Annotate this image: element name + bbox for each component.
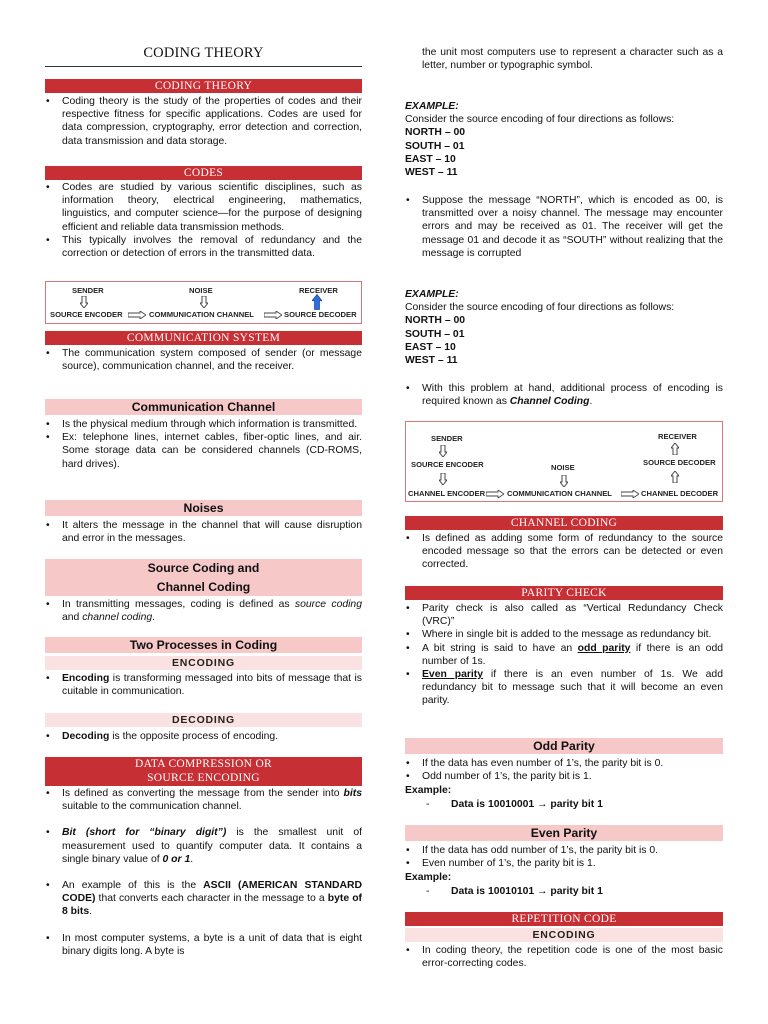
section-header-communication-channel: Communication Channel xyxy=(45,399,362,415)
suppose-list xyxy=(405,194,723,260)
list-item: • It alters the message in the channel that will cause disruption and error in the messages. xyxy=(45,519,362,545)
section-header-noises: Noises xyxy=(45,500,362,516)
list-item: • Ex: telephone lines, internet cables, fiber-optic lines, and air. Some storage data can be considered channels (CD-ROMS, hard drives). xyxy=(45,431,362,471)
diagram-label-source-encoder: SOURCE ENCODER xyxy=(50,310,123,319)
document-title: CODING THEORY xyxy=(143,45,264,61)
term-odd-parity: odd parity xyxy=(577,642,631,654)
list-item: • Even number of 1’s, the parity bit is 1. xyxy=(405,857,723,870)
list-item: • Suppose the message “NORTH”, which is encoded as 00, is transmitted over a noisy channel. The message may encounter errors and may be received as 01. The receiver will get the message 01 and decode it as “SOUTH” without realizing that the message is corrupted xyxy=(405,194,723,260)
coding-theory-list xyxy=(45,95,362,148)
right-arrow-icon xyxy=(128,311,146,319)
list-item: • Is defined as adding some form of redundancy to the source encoded message so that the errors can be detected or even corrected. xyxy=(405,532,723,572)
code-line: SOUTH – 01 xyxy=(405,140,465,152)
code-line: WEST – 11 xyxy=(405,355,458,367)
noises-list xyxy=(45,519,362,545)
list-item: • Even parity if there is an even number of 1s. We add redundancy bit to message such that it will become an even parity. xyxy=(405,668,723,708)
diagram-label-receiver: RECEIVER xyxy=(658,432,697,441)
diagram-label-source-decoder: SOURCE DECODER xyxy=(284,310,357,319)
diagram-label-sender: SENDER xyxy=(431,434,463,443)
header-line: SOURCE ENCODING xyxy=(147,772,260,784)
list-item: • Bit (short for “binary digit”) is the smallest unit of measurement used to quantify computer data. It contains a single binary value of 0 or 1. xyxy=(45,826,362,866)
section-header-odd-parity: Odd Parity xyxy=(405,738,723,754)
section-header-communication-system: COMMUNICATION SYSTEM xyxy=(45,331,362,345)
diagram-label-communication-channel: COMMUNICATION CHANNEL xyxy=(149,310,254,319)
term-even-parity: Even parity xyxy=(422,669,484,681)
down-arrow-icon xyxy=(439,473,447,485)
example-block-2 xyxy=(405,288,723,367)
down-arrow-icon xyxy=(80,296,88,308)
term-channel-coding: channel coding xyxy=(82,612,153,624)
list-item: • Is the physical medium through which information is transmitted. xyxy=(45,418,362,431)
decoding-list xyxy=(45,730,362,743)
list-item: • Codes are studied by various scientific disciplines, such as information theory, electrical engineering, mathematics, linguistics, and computer science—for the purpose of designing efficient and reliable data transmission methods. xyxy=(45,181,362,234)
diagram-label-channel-encoder: CHANNEL ENCODER xyxy=(408,489,486,498)
right-arrow-icon xyxy=(264,311,282,319)
list-item: • Encoding is transforming messaged into bits of message that is cuitable in communication. xyxy=(45,672,362,698)
list-item: • In most computer systems, a byte is a unit of data that is eight binary digits long. A byte is xyxy=(45,932,362,958)
diagram-label-source-encoder: SOURCE ENCODER xyxy=(411,460,484,469)
code-line: EAST – 10 xyxy=(405,341,456,353)
list-item: • The communication system composed of sender (or message source), communication channel, and the receiver. xyxy=(45,347,362,373)
example-block-1 xyxy=(405,100,723,179)
list-item: • Decoding is the opposite process of encoding. xyxy=(45,730,362,743)
header-line: Source Coding and xyxy=(147,561,260,575)
section-header-two-processes: Two Processes in Coding xyxy=(45,637,362,653)
down-arrow-icon xyxy=(560,475,568,487)
even-parity-list xyxy=(405,844,723,870)
example-label: EXAMPLE: xyxy=(405,289,459,300)
subheader-encoding: ENCODING xyxy=(45,656,362,670)
channel-coding-list xyxy=(405,532,723,572)
list-item: • A bit string is said to have an odd parity if there is an odd number of 1s. xyxy=(405,642,723,668)
example-intro: Consider the source encoding of four directions as follows: xyxy=(405,114,675,126)
codes-list xyxy=(45,181,362,260)
list-item: • If the data has even number of 1’s, the parity bit is 0. xyxy=(405,757,723,770)
list-item: - Data is 10010101 → parity bit 1 xyxy=(405,885,723,898)
coding-flow-diagram xyxy=(45,281,362,324)
header-line: Channel Coding xyxy=(156,579,251,594)
section-header-channel-coding: CHANNEL CODING xyxy=(405,516,723,530)
right-arrow-icon xyxy=(621,490,639,498)
section-header-repetition-code: REPETITION CODE xyxy=(405,912,723,926)
section-header-data-compression xyxy=(45,757,362,786)
source-channel-coding-list xyxy=(45,598,362,624)
diagram-label-noise: NOISE xyxy=(551,463,575,472)
section-header-codes: CODES xyxy=(45,166,362,180)
odd-parity-list xyxy=(405,757,723,783)
down-arrow-icon xyxy=(439,445,447,457)
data-compression-list xyxy=(45,787,362,971)
title-rule xyxy=(45,66,362,67)
list-item: • Coding theory is the study of the properties of codes and their respective fitness for specific applications. Codes are used for data compression, cryptography, error detection and correction, data transmission and data storage. xyxy=(45,95,362,148)
channel-coding-diagram xyxy=(405,421,723,502)
list-item: • In transmitting messages, coding is defined as source coding and channel coding. xyxy=(45,598,362,624)
continuation-text: the unit most computers use to represent a character such as a letter, number or typographic symbol. xyxy=(422,47,723,72)
list-item: • Where in single bit is added to the message as redundancy bit. xyxy=(405,628,723,641)
code-line: EAST – 10 xyxy=(405,153,456,165)
up-arrow-icon xyxy=(312,294,322,310)
up-arrow-icon xyxy=(671,443,679,455)
section-header-source-channel-coding xyxy=(45,559,362,596)
diagram-label-noise: NOISE xyxy=(189,286,213,295)
list-item: • An example of this is the ASCII (AMERICAN STANDARD CODE) that converts each character in the message to a byte of 8 bits. xyxy=(45,879,362,919)
odd-parity-example-list xyxy=(405,798,723,811)
subheader-encoding: ENCODING xyxy=(405,928,723,942)
encoding-list xyxy=(45,672,362,698)
communication-system-list xyxy=(45,347,362,373)
list-item: • Is defined as converting the message from the sender into bits suitable to the communication channel. xyxy=(45,787,362,813)
down-arrow-icon xyxy=(200,296,208,308)
code-line: WEST – 11 xyxy=(405,167,458,179)
parity-check-list xyxy=(405,602,723,708)
example-label: Example: xyxy=(405,785,452,796)
section-header-coding-theory: CODING THEORY xyxy=(45,79,362,93)
example-label: Example: xyxy=(405,872,452,883)
diagram-label-source-decoder: SOURCE DECODER xyxy=(643,458,716,467)
list-item: • In coding theory, the repetition code is one of the most basic error-correcting codes. xyxy=(405,944,723,970)
list-item: • This typically involves the removal of redundancy and the correction or detection of errors in the transmitted data. xyxy=(45,234,362,260)
header-line: DATA COMPRESSION OR xyxy=(134,758,273,770)
communication-channel-list xyxy=(45,418,362,471)
section-header-parity-check: PARITY CHECK xyxy=(405,586,723,600)
term-source-coding: source coding xyxy=(294,599,362,610)
section-header-even-parity: Even Parity xyxy=(405,825,723,841)
example-label: EXAMPLE: xyxy=(405,101,459,112)
subheader-decoding: DECODING xyxy=(45,713,362,727)
code-line: NORTH – 00 xyxy=(405,127,466,139)
code-line: SOUTH – 01 xyxy=(405,328,465,340)
repetition-code-list xyxy=(405,944,723,970)
example-intro: Consider the source encoding of four directions as follows: xyxy=(405,302,675,314)
right-arrow-icon xyxy=(486,490,504,498)
term-bits: bits xyxy=(343,788,362,799)
up-arrow-icon xyxy=(671,471,679,483)
code-line: NORTH – 00 xyxy=(405,315,466,327)
even-parity-example-list xyxy=(405,885,723,898)
list-item: • Odd number of 1’s, the parity bit is 1. xyxy=(405,770,723,783)
diagram-label-channel-decoder: CHANNEL DECODER xyxy=(641,489,719,498)
diagram-label-receiver: RECEIVER xyxy=(299,286,338,295)
channel-coding-intro-list xyxy=(405,382,723,408)
diagram-label-sender: SENDER xyxy=(72,286,104,295)
list-item: - Data is 10010001 → parity bit 1 xyxy=(405,798,723,811)
list-item: • With this problem at hand, additional process of encoding is required known as Channel Coding. xyxy=(405,382,723,408)
term-channel-coding: Channel Coding xyxy=(509,396,590,408)
diagram-label-communication-channel: COMMUNICATION CHANNEL xyxy=(507,489,612,498)
list-item: • Parity check is also called as “Vertical Redundancy Check (VRC)” xyxy=(405,602,723,628)
list-item: • If the data has odd number of 1’s, the parity bit is 0. xyxy=(405,844,723,857)
